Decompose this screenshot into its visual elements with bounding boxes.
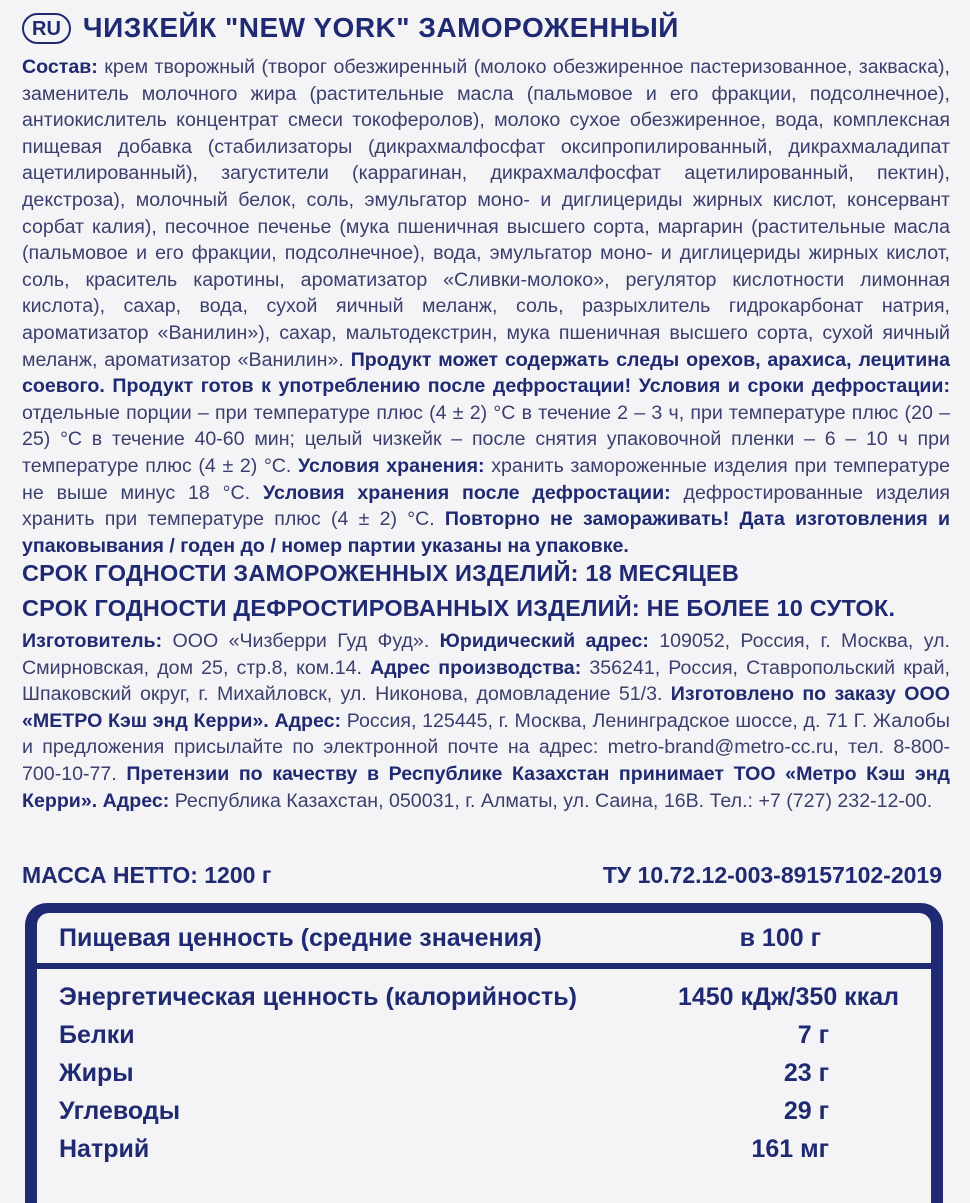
- nutrient-value: 161 мг: [751, 1135, 829, 1163]
- nutrition-row: [59, 1135, 909, 1173]
- nutrition-header-label: Пищевая ценность (средние значения): [59, 923, 542, 952]
- production-address-label: Адрес производства:: [370, 656, 582, 679]
- ordered-by-label: Изготовлено по заказу ООО «МЕТРО Кэш энд Керри».: [22, 683, 951, 732]
- no-refreeze-warning: Повторно не замораживать!: [444, 508, 730, 531]
- nutrient-name: Натрий: [59, 1135, 150, 1163]
- composition-label: Состав:: [22, 56, 98, 78]
- nutrition-row: [59, 1021, 909, 1059]
- tu-code: ТУ 10.72.12-003-89157102-2019: [602, 862, 942, 888]
- after-defrost-label: Условия хранения после дефростации:: [262, 481, 671, 504]
- production-address-text: 356241, Россия, Ставропольский край, Шпаковский округ, г. Михайловск, ул. Никонова, домовладение 51/3.: [22, 656, 950, 706]
- legal-address-label: Юридический адрес:: [439, 630, 649, 652]
- storage-text: хранить замороженные изделия при температуре не выше минус 18 °С.: [22, 454, 951, 504]
- nutrition-header-per: в 100 г: [739, 923, 821, 952]
- nutrient-name: Белки: [59, 1021, 135, 1049]
- legal-address-text: 109052, Россия, г. Москва, ул. Смирновская, дом 25, стр.8, ком.14.: [22, 630, 950, 679]
- nutrition-row: [59, 1059, 909, 1097]
- nutrient-name: Углеводы: [59, 1097, 181, 1125]
- nutrient-value: 29 г: [783, 1097, 829, 1125]
- nutrition-row: [59, 983, 909, 1021]
- order-address-text: Россия, 125445, г. Москва, Ленинградское шоссе, д. 71 Г. Жалобы и предложения присылайте по электронной почте на адрес: metro-brand@metro-cc.ru, тел. 8-800-700-10-77.: [22, 709, 950, 785]
- title-row: [22, 12, 679, 44]
- nutrient-value: 23 г: [783, 1059, 829, 1087]
- maker-label: Изготовитель:: [22, 630, 163, 652]
- composition-block: [22, 54, 950, 559]
- order-address-label: Адрес:: [274, 709, 342, 732]
- maker-text: ООО «Чизберри Гуд Фуд».: [172, 630, 430, 652]
- net-mass: МАССА НЕТТО: 1200 г: [22, 862, 272, 888]
- nutrient-name: Жиры: [59, 1059, 134, 1087]
- defrost-text: отдельные порции – при температуре плюс (4 ± 2) °С в течение 2 – 3 ч, при температуре плюс (20 – 25) °С в течение 40-60 мин; целый чизкейк – после снятия упаковочной пленки – 6 – 10 ч при температуре плюс (4 ± 2) °С.: [22, 401, 950, 477]
- shelf-life-defrosted: СРОК ГОДНОСТИ ДЕФРОСТИРОВАННЫХ ИЗДЕЛИЙ: НЕ БОЛЕЕ 10 СУТОК.: [22, 595, 896, 621]
- date-note: Дата изготовления и упаковывания / годен до / номер партии указаны на упаковке.: [22, 508, 951, 557]
- nutrient-value: 7 г: [797, 1021, 829, 1049]
- manufacturer-block: [22, 628, 950, 814]
- kz-claims-label: Претензии по качеству в Республике Казахстан принимает ТОО «Метро Кэш энд Керри».: [22, 762, 950, 812]
- mass-row: [22, 862, 942, 889]
- allergen-warning: Продукт может содержать следы орехов, арахиса, лецитина соевого. Продукт готов к употреблению после дефростации!: [22, 348, 950, 398]
- nutrition-table: [25, 903, 943, 1203]
- nutrient-value: 1450 кДж/350 ккал: [677, 983, 899, 1011]
- nutrient-name: Энергетическая ценность (калорийность): [59, 983, 577, 1011]
- nutrition-header: [37, 913, 931, 963]
- shelf-life-frozen: СРОК ГОДНОСТИ ЗАМОРОЖЕННЫХ ИЗДЕЛИЙ: 18 МЕСЯЦЕВ: [22, 560, 740, 586]
- kz-address-text: Республика Казахстан, 050031, г. Алматы, ул. Саина, 16В. Тел.: +7 (727) 232-12-00.: [174, 789, 933, 812]
- composition-text: крем творожный (творог обезжиренный (молоко обезжиренное пастеризованное, закваска), заменитель молочного жира (растительные масла (пальмовое и его фракции, подсолнечное), антиокислитель концентрат смеси токоферолов), молоко сухое обезжиренное, вода, комплексная пищевая добавка (стабилизаторы (дикрахмалфосфат оксипропилированный, дикрахмаладипат ацетилированный), загустители (каррагинан, дикрахмалфосфат ацетилированный, пектин), декстроза), молочный белок, соль, эмульгатор моно- и диглицериды жирных кислот, консервант сорбат калия), песочное печенье (мука пшеничная высшего сорта, маргарин (растительные масла (пальмовое и его фракции, подсолнечное), вода, эмульгатор моно- и диглицериды жирных кислот, соль, краситель каротины, ароматизатор «Сливки-молоко», регулятор кислотности лимонная кислота), сахар, вода, сухой яичный меланж, соль, разрыхлитель гидрокарбонат натрия, ароматизатор «Ванилин»), сахар, мальтодекстрин, мука пшеничная высшего сорта, сухой яичный меланж, ароматизатор «Ванилин».: [22, 56, 951, 371]
- defrost-label: Условия и сроки дефростации:: [638, 375, 950, 398]
- after-defrost-text: дефростированные изделия хранить при температуре плюс (4 ± 2) °С.: [22, 481, 951, 531]
- language-badge: RU: [22, 13, 71, 44]
- kz-address-label: Адрес:: [102, 789, 170, 812]
- storage-label: Условия хранения:: [298, 454, 485, 477]
- product-title: ЧИЗКЕЙК "NEW YORK" ЗАМОРОЖЕННЫЙ: [82, 12, 679, 43]
- nutrition-body: [37, 969, 931, 1203]
- nutrition-row: [59, 1097, 909, 1135]
